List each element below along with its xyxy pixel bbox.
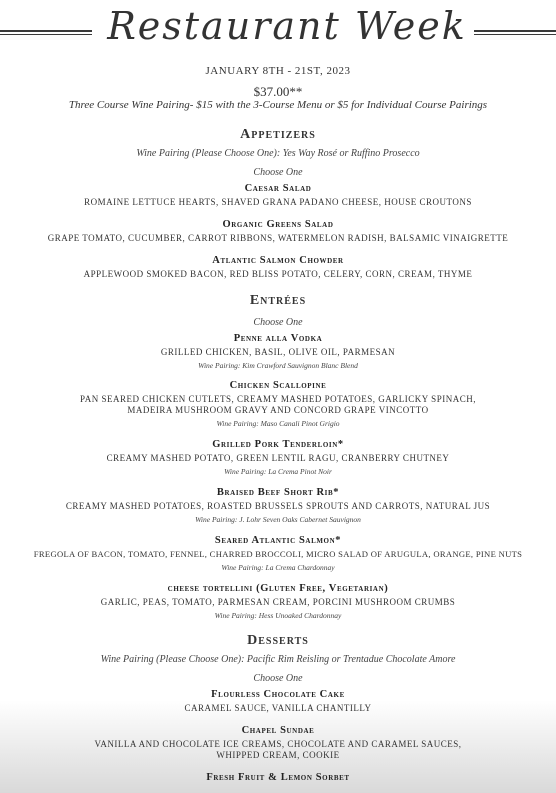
appetizers-heading: Appetizers xyxy=(240,127,316,142)
appetizers-choose-one: Choose One xyxy=(253,167,303,178)
desserts-choose-one: Choose One xyxy=(253,673,303,684)
dish-wine-pairing: Wine Pairing: J. Lohr Seven Oaks Cabernet Sauvignon xyxy=(195,515,361,524)
dish-wine-pairing: Wine Pairing: Hess Unoaked Chardonnay xyxy=(214,611,342,620)
dish-name: Penne alla Vodka xyxy=(233,333,323,344)
dish-wine-pairing: Wine Pairing: Maso Canali Pinot Grigio xyxy=(216,419,340,428)
dish-description: PAN SEARED CHICKEN CUTLETS, CREAMY MASHED POTATOES, GARLICKY SPINACH, xyxy=(80,394,476,404)
dish-description: GRILLED CHICKEN, BASIL, OLIVE OIL, PARMESAN xyxy=(160,347,396,357)
dish-name: Grilled Pork Tenderloin* xyxy=(212,439,344,450)
dish-description: CREAMY MASHED POTATOES, ROASTED BRUSSELS SPROUTS AND CARROTS, NATURAL JUS xyxy=(65,501,491,511)
dish-description-line-2: WHIPPED CREAM, COOKIE xyxy=(216,750,340,760)
desserts-wine-pairing: Wine Pairing (Please Choose One): Pacific Rim Reisling or Trentadue Chocolate Amore xyxy=(100,654,456,665)
dish-name: Chicken Scallopine xyxy=(229,380,327,391)
appetizers-wine-pairing: Wine Pairing (Please Choose One): Yes Way Rosé or Ruffino Prosecco xyxy=(136,148,420,159)
dish-name: cheese tortellini (Gluten Free, Vegetarian) xyxy=(167,583,389,594)
dish-description: CARAMEL SAUCE, VANILLA CHANTILLY xyxy=(184,703,372,713)
event-dates: JANUARY 8TH - 21ST, 2023 xyxy=(205,65,351,77)
dish-name: Caesar Salad xyxy=(244,183,312,194)
dish-wine-pairing: Wine Pairing: Kim Crawford Sauvignon Blanc Blend xyxy=(198,361,358,370)
wine-pairing-note: Three Course Wine Pairing- $15 with the 3-Course Menu or $5 for Individual Course Pairings xyxy=(68,99,488,111)
dish-description: APPLEWOOD SMOKED BACON, RED BLISS POTATO, CELERY, CORN, CREAM, THYME xyxy=(83,269,473,279)
dish-description: VANILLA AND CHOCOLATE ICE CREAMS, CHOCOLATE AND CARAMEL SAUCES, xyxy=(94,739,462,749)
dish-description: GRAPE TOMATO, CUCUMBER, CARROT RIBBONS, WATERMELON RADISH, BALSAMIC VINAIGRETTE xyxy=(47,233,509,243)
menu-header xyxy=(0,0,556,62)
desserts-heading: Desserts xyxy=(247,633,309,648)
dish-name: Atlantic Salmon Chowder xyxy=(212,255,344,266)
dish-name: Seared Atlantic Salmon* xyxy=(214,535,342,546)
dish-wine-pairing: Wine Pairing: La Crema Pinot Noir xyxy=(224,467,332,476)
left-ornament-rule xyxy=(0,30,92,32)
entrees-choose-one: Choose One xyxy=(253,317,303,328)
dish-description: GARLIC, PEAS, TOMATO, PARMESAN CREAM, PORCINI MUSHROOM CRUMBS xyxy=(100,597,456,607)
dish-name: Braised Beef Short Rib* xyxy=(216,487,340,498)
dish-wine-pairing: Wine Pairing: La Crema Chardonnay xyxy=(221,563,335,572)
dish-description: CREAMY MASHED POTATO, GREEN LENTIL RAGU, CRANBERRY CHUTNEY xyxy=(106,453,450,463)
right-ornament-rule xyxy=(474,30,556,32)
dish-description-line-2: MADEIRA MUSHROOM GRAVY AND CONCORD GRAPE VINCOTTO xyxy=(127,405,429,415)
dish-name: Organic Greens Salad xyxy=(222,219,334,230)
menu-price: $37.00** xyxy=(253,84,303,99)
dish-description: ROMAINE LETTUCE HEARTS, SHAVED GRANA PADANO CHEESE, HOUSE CROUTONS xyxy=(84,197,472,207)
dish-name: Chapel Sundae xyxy=(241,725,315,736)
entrees-heading: Entrées xyxy=(249,293,307,308)
dish-name: Fresh Fruit & Lemon Sorbet xyxy=(206,772,350,783)
dish-name: Flourless Chocolate Cake xyxy=(211,689,345,700)
menu-title: Restaurant Week xyxy=(107,4,467,48)
dish-description: FREGOLA OF BACON, TOMATO, FENNEL, CHARRED BROCCOLI, MICRO SALAD OF ARUGULA, ORANGE, PINE NUTS xyxy=(33,549,523,559)
